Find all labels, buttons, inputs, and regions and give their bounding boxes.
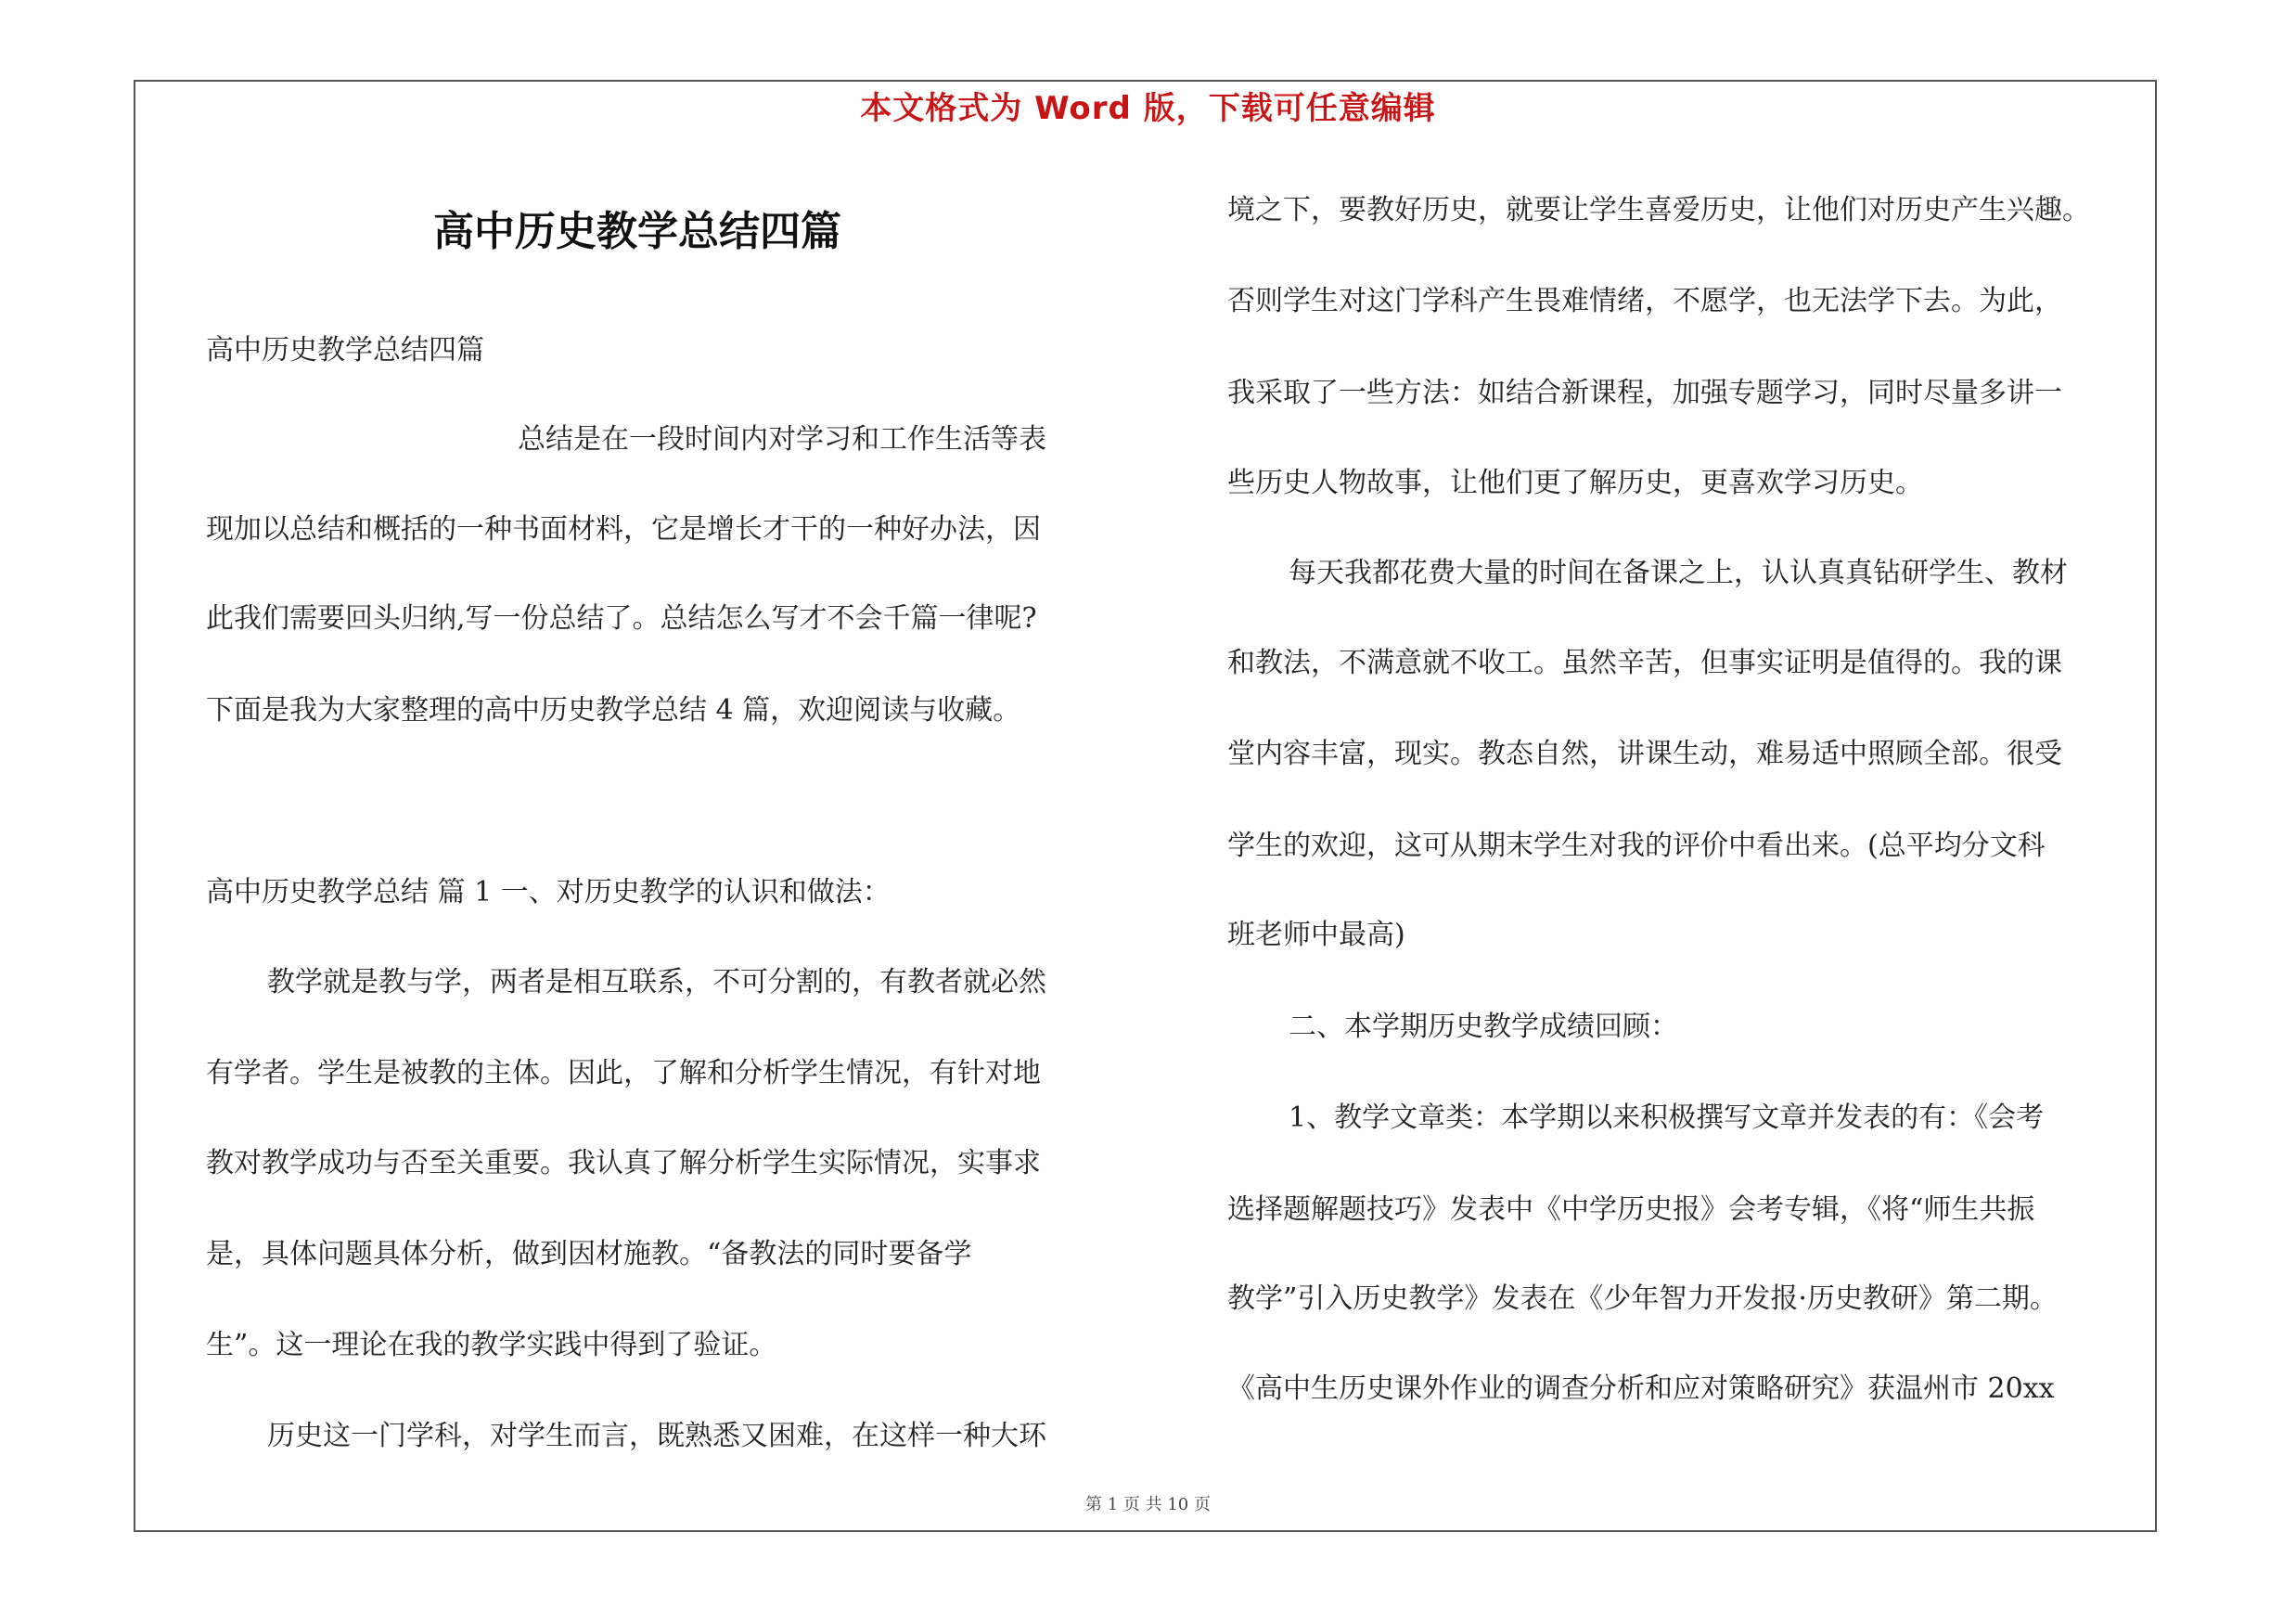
right-line: 《高中生历史课外作业的调查分析和应对策略研究》获温州市 20xx [1227,1372,2055,1405]
left-line: 现加以总结和概括的一种书面材料，它是增长才干的一种好办法，因 [206,513,1041,546]
right-line: 我采取了一些方法：如结合新课程，加强专题学习，同时尽量多讲一 [1227,377,2062,409]
right-line: 和教法，不满意就不收工。虽然辛苦，但事实证明是值得的。我的课 [1227,647,2062,679]
left-line: 教对教学成功与否至关重要。我认真了解分析学生实际情况，实事求 [206,1147,1041,1179]
right-line: 否则学生对这门学科产生畏难情绪，不愿学，也无法学下去。为此， [1227,285,2062,317]
right-line: 二、本学期历史教学成绩回顾： [1289,1011,1678,1043]
left-line: 下面是我为大家整理的高中历史教学总结 4 篇，欢迎阅读与收藏。 [206,694,1021,727]
left-line: 是，具体问题具体分析，做到因材施教。“备教法的同时要备学 [206,1238,972,1270]
right-line: 选择题解题技巧》发表中《中学历史报》会考专辑，《将“师生共振 [1227,1193,2035,1226]
format-banner: 本文格式为 Word 版，下载可任意编辑 [860,90,1436,127]
right-line: 教学”引入历史教学》发表在《少年智力开发报·历史教研》第二期。 [1227,1282,2058,1315]
right-line: 班老师中最高) [1227,919,1405,951]
left-line: 有学者。学生是被教的主体。因此，了解和分析学生情况，有针对地 [206,1057,1041,1089]
left-line: 总结是在一段时间内对学习和工作生活等表 [518,423,1046,456]
right-line: 每天我都花费大量的时间在备课之上，认认真真钻研学生、教材 [1289,557,2068,589]
right-line: 1、教学文章类：本学期以来积极撰写文章并发表的有：《会考 [1289,1101,2045,1134]
left-line: 生”。这一理论在我的教学实践中得到了验证。 [206,1329,777,1361]
right-line: 些历史人物故事，让他们更了解历史，更喜欢学习历史。 [1227,467,1923,499]
left-line: 高中历史教学总结 篇 1 一、对历史教学的认识和做法： [206,876,891,908]
right-line: 学生的欢迎，这可从期末学生对我的评价中看出来。(总平均分文科 [1227,830,2046,862]
left-line: 高中历史教学总结四篇 [206,334,484,367]
left-line: 历史这一门学科，对学生而言，既熟悉又困难，在这样一种大环 [267,1420,1046,1452]
page-number: 第 1 页 共 10 页 [1085,1495,1211,1514]
left-line: 教学就是教与学，两者是相互联系，不可分割的，有教者就必然 [267,966,1046,998]
right-line: 堂内容丰富，现实。教态自然，讲课生动，难易适中照顾全部。很受 [1227,738,2062,770]
right-line: 境之下，要教好历史，就要让学生喜爱历史，让他们对历史产生兴趣。 [1227,194,2090,226]
document-title: 高中历史教学总结四篇 [433,208,841,255]
left-line: 此我们需要回头归纳,写一份总结了。总结怎么写才不会千篇一律呢? [206,602,1037,635]
